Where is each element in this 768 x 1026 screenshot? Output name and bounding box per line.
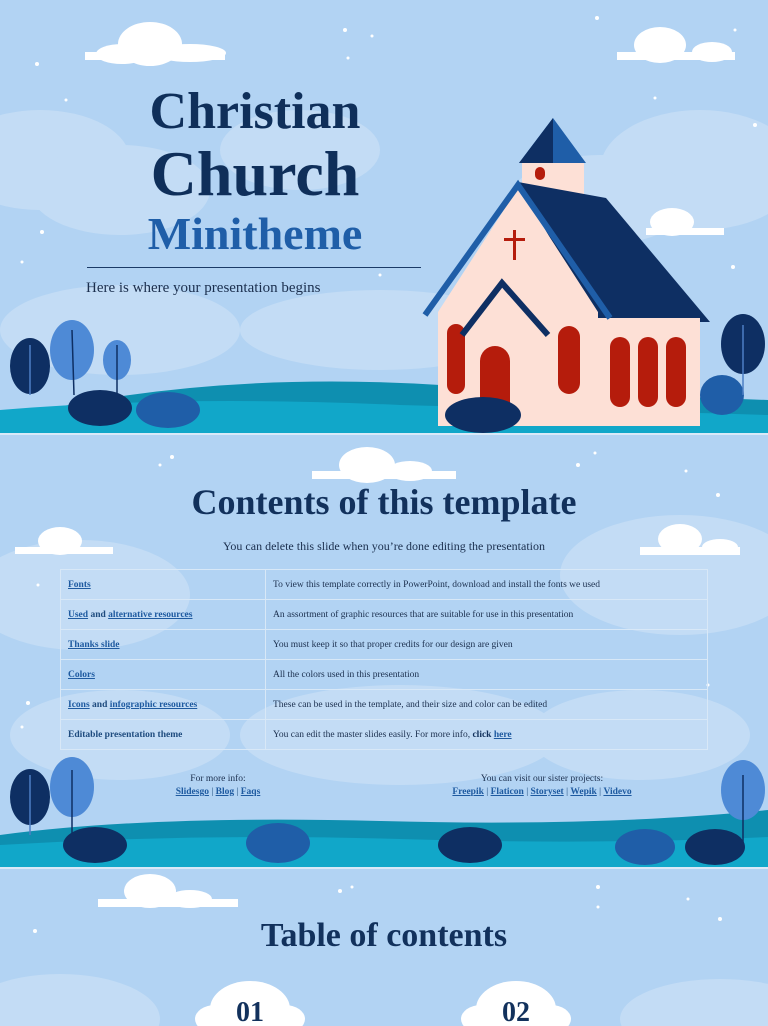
resource-description: An assortment of graphic resources that are suitable for use in this presentation bbox=[266, 600, 708, 630]
table-row bbox=[61, 690, 708, 720]
faqs-link[interactable]: Faqs bbox=[240, 787, 261, 797]
resource-link[interactable]: Icons bbox=[68, 699, 90, 710]
contents-title: Contents of this template bbox=[191, 482, 577, 522]
title-line-1: Christian bbox=[149, 83, 361, 140]
videvo-link[interactable]: Videvo bbox=[603, 787, 632, 797]
title-subtitle: Here is where your presentation begins bbox=[86, 280, 321, 296]
resource-label: Editable presentation theme bbox=[61, 720, 266, 750]
table-row bbox=[61, 660, 708, 690]
table-row bbox=[61, 630, 708, 660]
resources-table bbox=[60, 569, 708, 750]
toc-title: Table of contents bbox=[260, 917, 508, 954]
slide-table-of-contents bbox=[0, 867, 768, 1026]
contents-subtitle: You can delete this slide when you’re done editing the presentation bbox=[222, 539, 546, 553]
resource-description: All the colors used in this presentation bbox=[266, 660, 708, 690]
storyset-link[interactable]: Storyset bbox=[530, 787, 564, 797]
resource-link[interactable]: alternative resources bbox=[108, 609, 193, 620]
section-number-02: 02 bbox=[502, 997, 530, 1026]
resource-description: These can be used in the template, and their size and color can be edited bbox=[266, 690, 708, 720]
more-info-links: Slidesgo | Blog | Faqs bbox=[175, 787, 261, 797]
link-joiner: and bbox=[89, 699, 110, 710]
resource-link[interactable]: Thanks slide bbox=[68, 639, 120, 650]
resource-description: You can edit the master slides easily. For more info, click here bbox=[266, 720, 708, 750]
flaticon-link[interactable]: Flaticon bbox=[490, 787, 524, 797]
resource-link[interactable]: infographic resources bbox=[109, 699, 198, 710]
resource-link[interactable]: Fonts bbox=[68, 579, 91, 590]
resource-link[interactable]: Colors bbox=[68, 669, 95, 680]
slidesgo-link[interactable]: Slidesgo bbox=[175, 787, 209, 797]
wepik-link[interactable]: Wepik bbox=[570, 787, 597, 797]
section-number-01: 01 bbox=[236, 997, 264, 1026]
resource-link[interactable]: Used bbox=[68, 609, 89, 620]
title-line-3: Minitheme bbox=[147, 208, 363, 259]
slide-title bbox=[0, 0, 768, 433]
more-info-label: For more info: bbox=[190, 774, 246, 784]
table-row bbox=[61, 570, 708, 600]
sister-links: Freepik | Flaticon | Storyset | Wepik | Videvo bbox=[452, 787, 632, 797]
sister-projects bbox=[420, 773, 664, 799]
slide-contents bbox=[0, 433, 768, 867]
title-line-2: Church bbox=[150, 138, 360, 209]
sister-label: You can visit our sister projects: bbox=[480, 774, 604, 784]
resource-description: To view this template correctly in PowerPoint, download and install the fonts we used bbox=[266, 570, 708, 600]
table-row bbox=[61, 600, 708, 630]
freepik-link[interactable]: Freepik bbox=[452, 787, 484, 797]
title-divider bbox=[87, 267, 421, 268]
here-link[interactable]: here bbox=[493, 729, 512, 740]
resource-description: You must keep it so that proper credits for our design are given bbox=[266, 630, 708, 660]
blog-link[interactable]: Blog bbox=[215, 787, 235, 797]
table-row bbox=[61, 720, 708, 750]
more-info bbox=[118, 773, 318, 799]
link-joiner: and bbox=[88, 609, 109, 620]
